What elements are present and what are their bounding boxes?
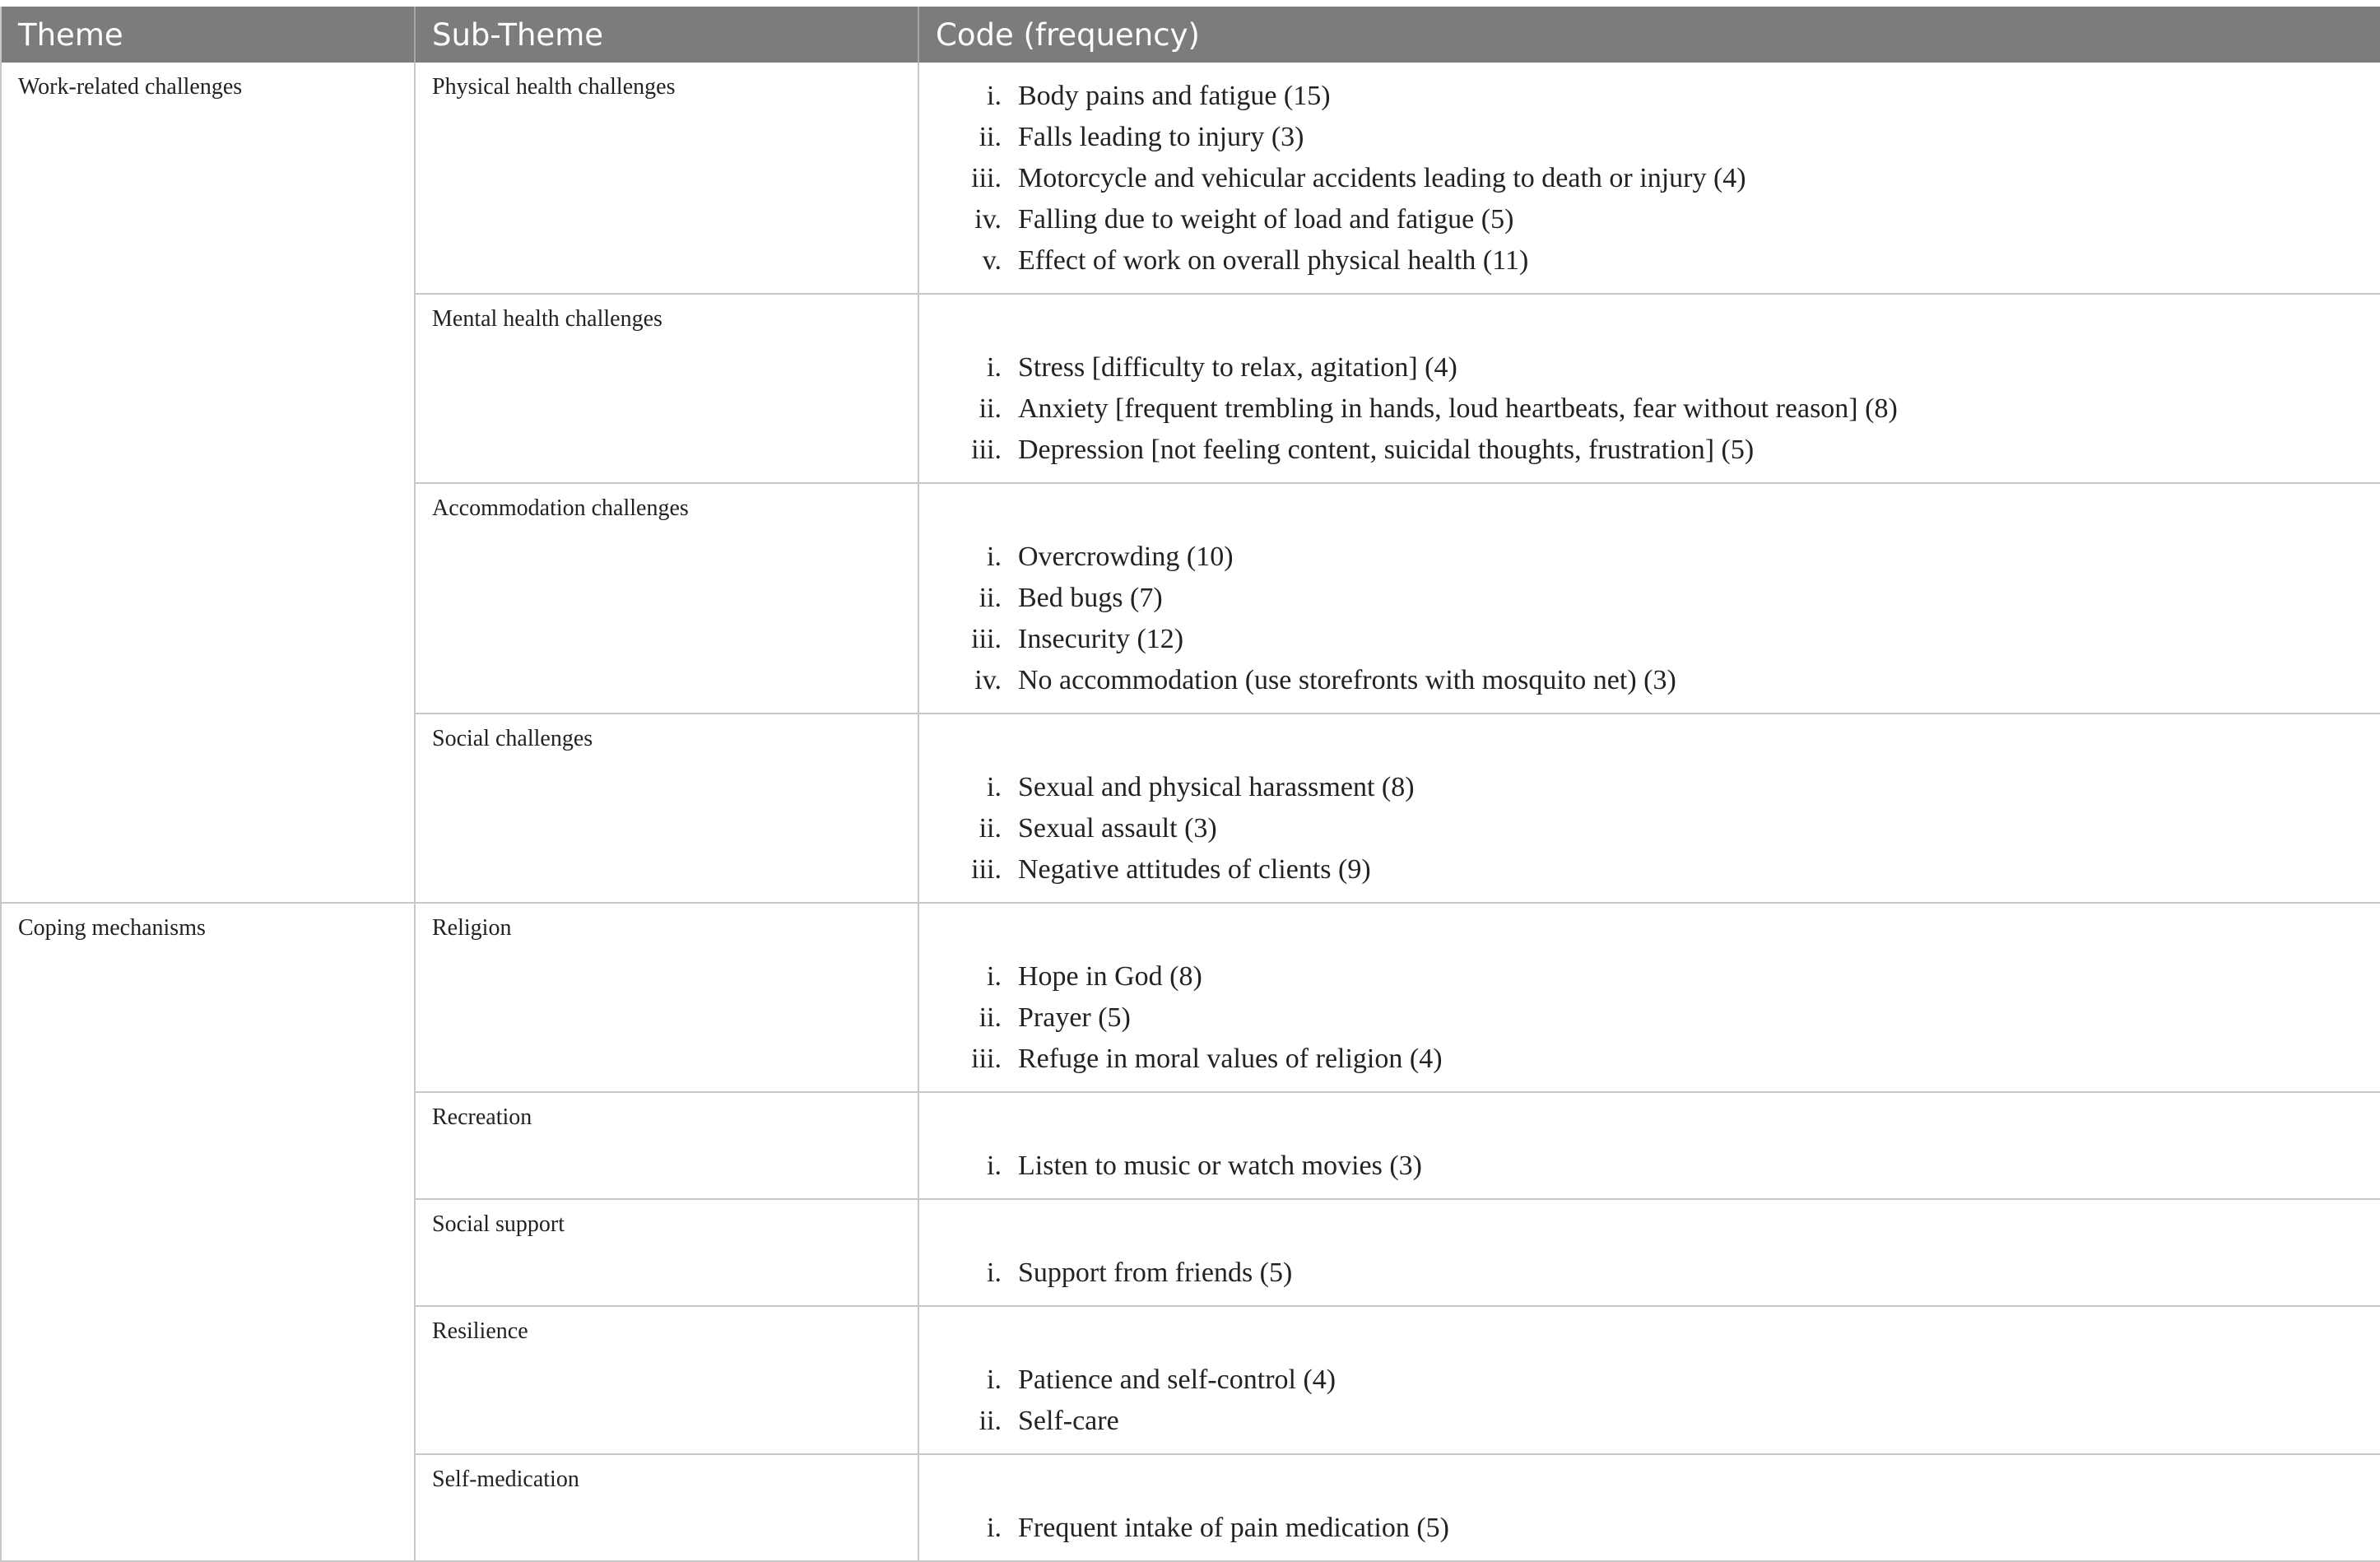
code-numeral: ii. — [978, 1002, 1002, 1033]
theme-cell: Work-related challenges — [1, 63, 415, 903]
code-text: Falling due to weight of load and fatigue (5) — [1018, 204, 1514, 235]
code-numeral: i. — [987, 772, 1002, 802]
code-text: Anxiety [frequent trembling in hands, loud heartbeats, fear without reason] (8) — [1018, 393, 1898, 424]
sub-theme-cell: Recreation — [415, 1092, 918, 1199]
header-theme: Theme — [1, 7, 415, 63]
code-numeral: i. — [987, 1258, 1002, 1288]
list-item — [919, 1039, 2380, 1080]
list-item — [919, 537, 2380, 578]
list-item — [919, 430, 2380, 471]
code-text: Sexual and physical harassment (8) — [1018, 772, 1415, 802]
code-cell — [918, 1306, 2380, 1454]
code-list — [919, 1146, 2380, 1187]
sub-theme-cell: Religion — [415, 903, 918, 1092]
table-row — [1, 903, 2380, 1092]
code-numeral: ii. — [978, 583, 1002, 613]
sub-theme-cell: Physical health challenges — [415, 63, 918, 294]
list-item — [919, 1146, 2380, 1187]
code-text: Sexual assault (3) — [1018, 813, 1217, 844]
list-item — [919, 158, 2380, 199]
code-list — [919, 1508, 2380, 1549]
code-numeral: iii. — [971, 1044, 1002, 1074]
code-numeral: ii. — [978, 1406, 1002, 1436]
theme-cell: Coping mechanisms — [1, 903, 415, 1561]
code-text: Stress [difficulty to relax, agitation] (4) — [1018, 352, 1457, 383]
sub-theme-cell: Accommodation challenges — [415, 483, 918, 714]
code-cell — [918, 1199, 2380, 1306]
code-text: Body pains and fatigue (15) — [1018, 81, 1331, 111]
table-body — [1, 63, 2380, 1561]
code-text: No accommodation (use storefronts with mosquito net) (3) — [1018, 665, 1676, 695]
sub-theme-cell: Social challenges — [415, 714, 918, 903]
code-text: Motorcycle and vehicular accidents leading to death or injury (4) — [1018, 163, 1746, 193]
code-numeral: ii. — [978, 813, 1002, 844]
code-numeral: iii. — [971, 435, 1002, 465]
header-sub-theme: Sub-Theme — [415, 7, 918, 63]
sub-theme-cell: Resilience — [415, 1306, 918, 1454]
code-numeral: ii. — [978, 393, 1002, 424]
code-numeral: i. — [987, 542, 1002, 572]
list-item — [919, 767, 2380, 808]
sub-theme-cell: Social support — [415, 1199, 918, 1306]
code-cell — [918, 1092, 2380, 1199]
code-text: Patience and self-control (4) — [1018, 1364, 1336, 1395]
list-item — [919, 1253, 2380, 1294]
code-cell — [918, 714, 2380, 903]
code-text: Self-care — [1018, 1406, 1119, 1436]
themes-table-container — [0, 7, 2380, 1562]
code-numeral: i. — [987, 1151, 1002, 1181]
list-item — [919, 808, 2380, 849]
code-numeral: iv. — [974, 204, 1002, 235]
list-item — [919, 76, 2380, 117]
list-item — [919, 199, 2380, 240]
code-list — [919, 1360, 2380, 1442]
code-numeral: ii. — [978, 122, 1002, 152]
code-text: Overcrowding (10) — [1018, 542, 1234, 572]
code-text: Depression [not feeling content, suicidal thoughts, frustration] (5) — [1018, 435, 1755, 465]
list-item — [919, 1360, 2380, 1401]
code-numeral: i. — [987, 352, 1002, 383]
code-text: Listen to music or watch movies (3) — [1018, 1151, 1423, 1181]
themes-table — [0, 7, 2380, 1562]
code-list — [919, 537, 2380, 701]
list-item — [919, 956, 2380, 997]
code-numeral: i. — [987, 1364, 1002, 1395]
code-cell — [918, 903, 2380, 1092]
code-list — [919, 767, 2380, 890]
code-list — [919, 1253, 2380, 1294]
list-item — [919, 1508, 2380, 1549]
list-item — [919, 849, 2380, 890]
sub-theme-cell: Self-medication — [415, 1454, 918, 1561]
table-header — [1, 7, 2380, 63]
code-list — [919, 76, 2380, 281]
code-numeral: i. — [987, 1513, 1002, 1543]
code-list — [919, 956, 2380, 1080]
code-cell — [918, 483, 2380, 714]
code-text: Refuge in moral values of religion (4) — [1018, 1044, 1443, 1074]
list-item — [919, 660, 2380, 701]
list-item — [919, 347, 2380, 388]
code-text: Prayer (5) — [1018, 1002, 1131, 1033]
code-text: Effect of work on overall physical health (11) — [1018, 245, 1529, 276]
code-numeral: iii. — [971, 624, 1002, 654]
code-numeral: i. — [987, 961, 1002, 992]
code-text: Support from friends (5) — [1018, 1258, 1293, 1288]
code-numeral: iii. — [971, 854, 1002, 885]
code-text: Hope in God (8) — [1018, 961, 1202, 992]
code-numeral: iv. — [974, 665, 1002, 695]
list-item — [919, 578, 2380, 619]
list-item — [919, 1401, 2380, 1442]
code-numeral: v. — [982, 245, 1002, 276]
list-item — [919, 240, 2380, 281]
code-text: Insecurity (12) — [1018, 624, 1184, 654]
table-row — [1, 63, 2380, 294]
header-code-frequency: Code (frequency) — [918, 7, 2380, 63]
code-numeral: iii. — [971, 163, 1002, 193]
list-item — [919, 619, 2380, 660]
code-cell — [918, 63, 2380, 294]
code-list — [919, 347, 2380, 471]
code-numeral: i. — [987, 81, 1002, 111]
code-text: Falls leading to injury (3) — [1018, 122, 1304, 152]
code-cell — [918, 294, 2380, 483]
code-text: Frequent intake of pain medication (5) — [1018, 1513, 1449, 1543]
list-item — [919, 997, 2380, 1039]
code-text: Negative attitudes of clients (9) — [1018, 854, 1371, 885]
code-text: Bed bugs (7) — [1018, 583, 1163, 613]
list-item — [919, 117, 2380, 158]
code-cell — [918, 1454, 2380, 1561]
list-item — [919, 388, 2380, 430]
sub-theme-cell: Mental health challenges — [415, 294, 918, 483]
header-row — [1, 7, 2380, 63]
